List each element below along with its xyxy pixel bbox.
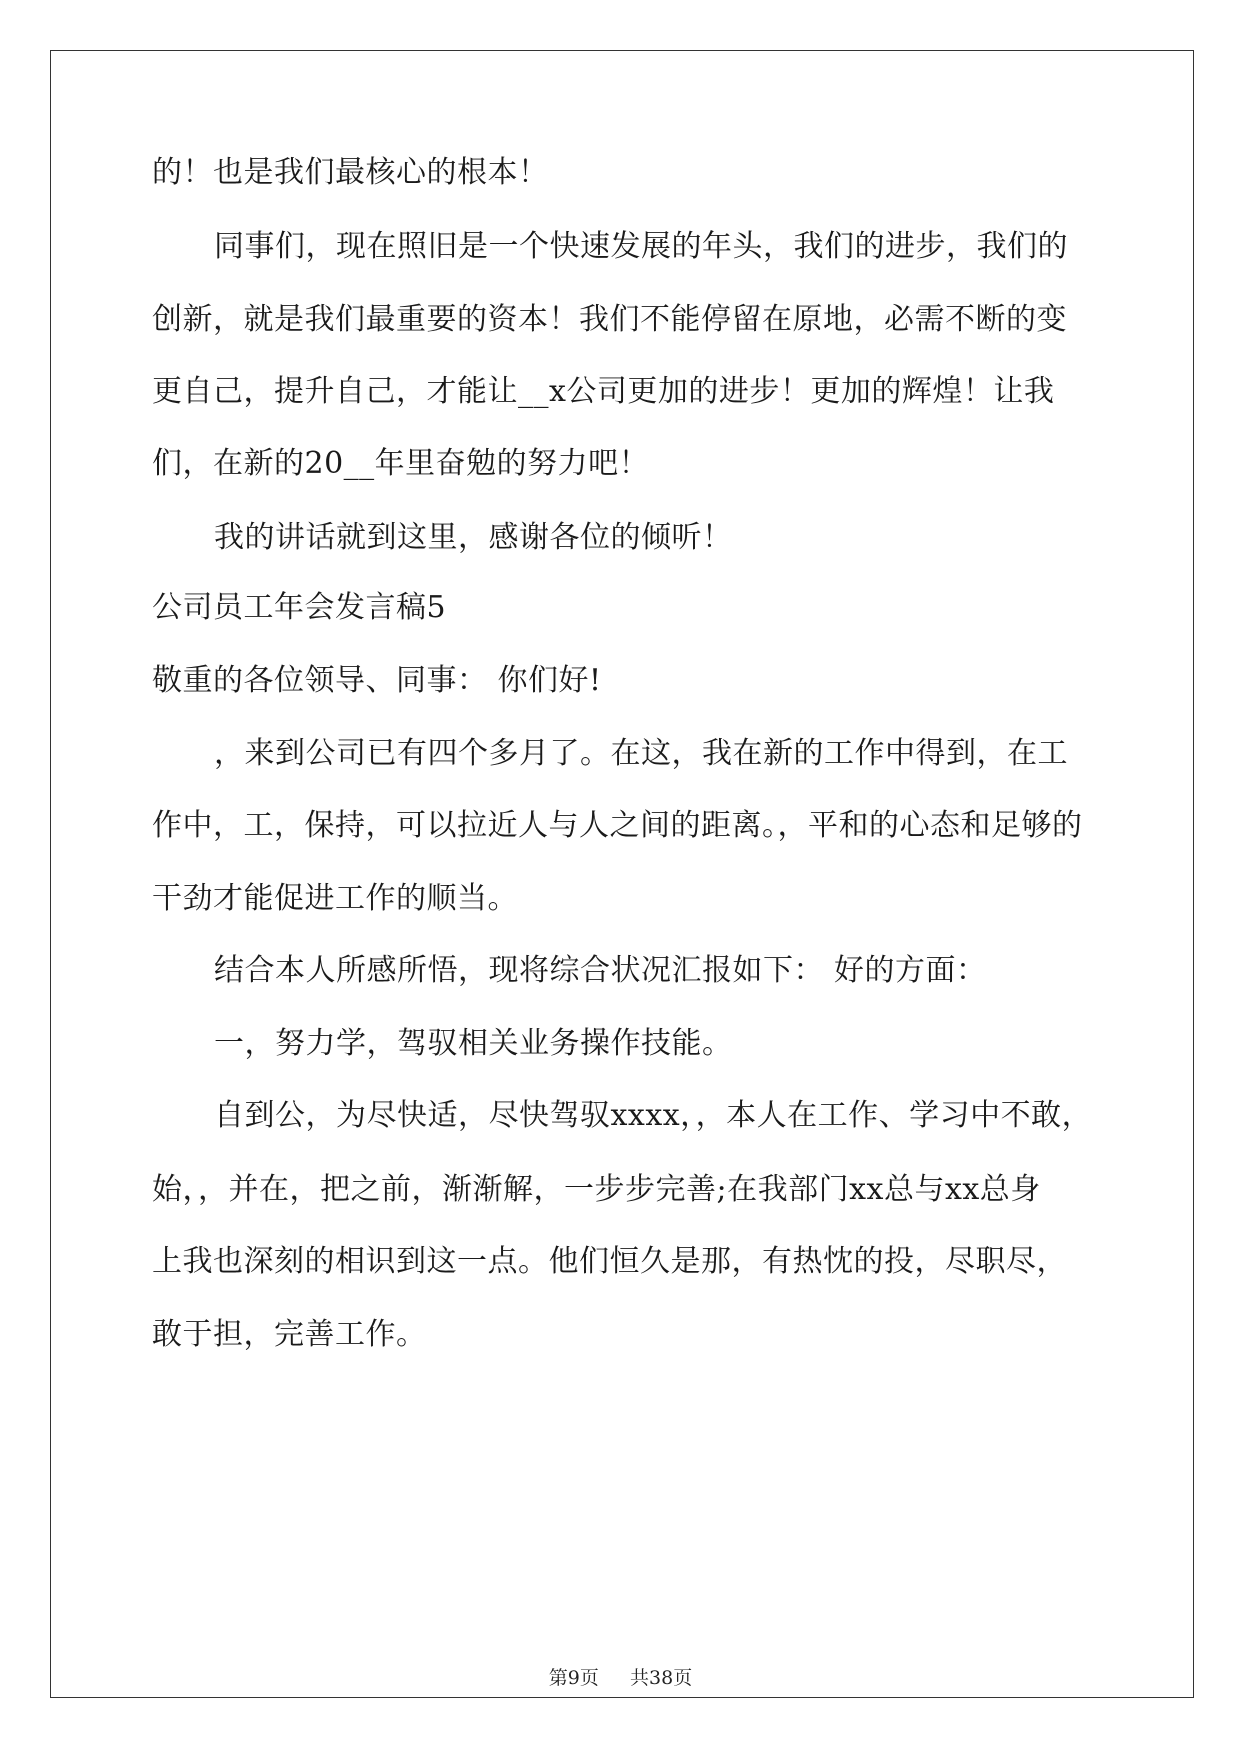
section-heading: 公司员工年会发言稿5 [152, 590, 447, 625]
salutation: 敬重的各位领导、同事： 你们好! [152, 663, 602, 698]
page-label-suffix: 页 [579, 1667, 599, 1689]
total-pages: 38 [649, 1667, 674, 1689]
text-line: 的！也是我们最核心的根本！ [152, 155, 549, 190]
text-line: 更自己，提升自己，才能让__x公司更加的进步！更加的辉煌！让我 [152, 374, 1055, 409]
page-number: 9 [567, 1667, 580, 1689]
text-line: 作中，工，保持，可以拉近人与人之间的距离。，平和的心态和足够的 [152, 808, 1083, 843]
page-border [50, 50, 1194, 1698]
paragraph-line: 我的讲话就到这里，感谢各位的倾听！ [214, 520, 733, 555]
paragraph-line: 结合本人所感所悟，现将综合状况汇报如下： 好的方面： [214, 953, 987, 988]
text-line: 干劲才能促进工作的顺当。 [152, 881, 518, 916]
total-label-prefix: 共 [630, 1667, 650, 1689]
text-line: 创新，就是我们最重要的资本！我们不能停留在原地，必需不断的变 [152, 302, 1067, 337]
text-line: 始，，并在，把之前，渐渐解，一步步完善;在我部门xx总与xx总身 [152, 1172, 1041, 1207]
text-line: 上我也深刻的相识到这一点。他们恒久是那，有热忱的投，尽职尽， [152, 1244, 1067, 1279]
text-line: 们，在新的20__年里奋勉的努力吧！ [152, 446, 650, 481]
text-line: 敢于担，完善工作。 [152, 1317, 427, 1352]
total-label-suffix: 页 [673, 1667, 693, 1689]
paragraph-line: 自到公，为尽快适，尽快驾驭xxxx，，本人在工作、学习中不敢， [214, 1098, 1093, 1133]
paragraph-line: 一，努力学，驾驭相关业务操作技能。 [214, 1026, 733, 1061]
paragraph-line: ，来到公司已有四个多月了。在这，我在新的工作中得到，在工 [214, 736, 1068, 771]
page-footer [0, 1666, 1241, 1690]
paragraph-line: 同事们，现在照旧是一个快速发展的年头，我们的进步，我们的 [214, 229, 1068, 264]
page-label-prefix: 第 [548, 1667, 568, 1689]
